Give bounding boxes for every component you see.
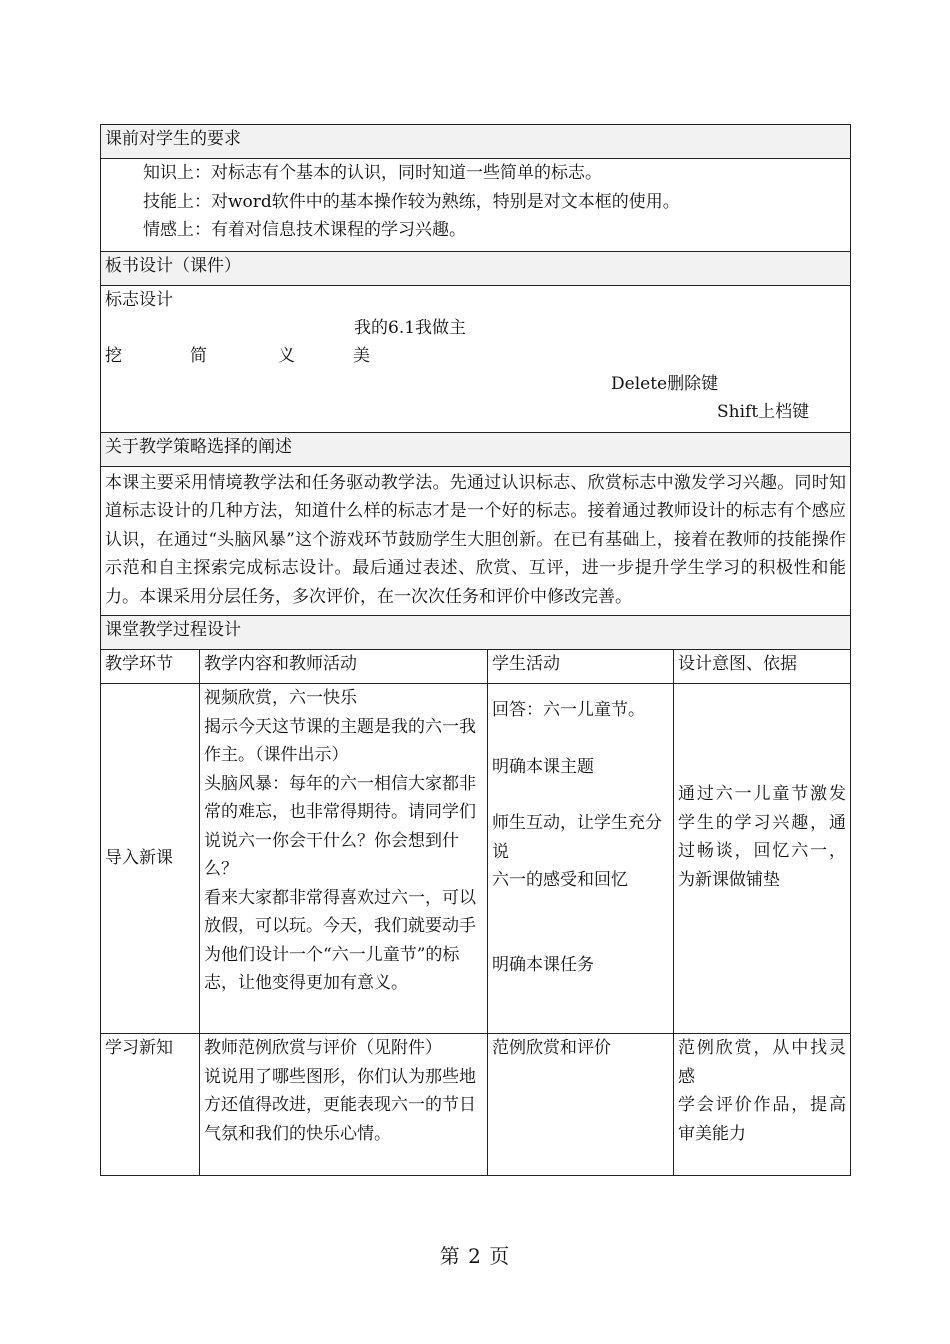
intent-cell: [674, 1034, 851, 1176]
teacher-line: 说说用了哪些图形，你们认为那些地方还值得改进，更能表现六一的节日气氛和我们的快乐心情。: [204, 1066, 476, 1144]
requirements-title: 课前对学生的要求: [101, 125, 851, 159]
teacher-line: 教师范例欣赏与评价（见附件）: [204, 1038, 442, 1058]
table-row: [101, 1034, 851, 1176]
teacher-line: 头脑风暴：每年的六一相信大家都非常的难忘，也非常得期待。请同学们说说六一你会干什么？你会想到什么？: [204, 773, 476, 879]
requirement-skill: 技能上：对word软件中的基本操作较为熟练，特别是对文本框的使用。: [143, 191, 680, 212]
spacer: [492, 895, 669, 923]
document-page: [100, 124, 850, 1176]
student-line: 明确本课任务: [492, 954, 594, 975]
board-word: 简: [190, 345, 207, 366]
board-title: 板书设计（课件）: [101, 251, 851, 285]
header-intent: 设计意图、依据: [674, 650, 851, 684]
teacher-line: 视频欣赏，六一快乐: [204, 688, 357, 708]
student-line: 师生互动，让学生充分说: [492, 813, 662, 862]
requirements-body: [101, 159, 851, 252]
requirement-emotion: 情感上：有着对信息技术课程的学习兴趣。: [143, 220, 466, 240]
student-line: 六一的感受和回忆: [492, 870, 628, 890]
teacher-activity-cell: [200, 1034, 488, 1176]
spacer: [492, 923, 669, 951]
requirement-knowledge: 知识上：对标志有个基本的认识，同时知道一些简单的标志。: [143, 163, 602, 183]
student-activity-cell: 范例欣赏和评价: [488, 1034, 674, 1176]
header-stage: 教学环节: [101, 650, 200, 684]
board-center-title: 我的6.1我做主: [354, 317, 467, 338]
student-activity-cell: [488, 684, 674, 1034]
teacher-activity-cell: [200, 684, 488, 1034]
strategy-text: 本课主要采用情境教学法和任务驱动教学法。先通过认识标志、欣赏标志中激发学习兴趣。同时知道标志设计的几种方法，知道什么样的标志才是一个好的标志。接着通过教师设计的标志有个感应认识，在通过“头脑风暴”这个游戏环节鼓励学生大胆创新。在已有基础上，接着在教师的技能操作示范和自主探索完成标志设计。最后通过表述、欣赏、互评，进一步提升学生学习的积极性和能力。本课采用分层任务，多次评价，在一次次任务和评价中修改完善。: [101, 466, 851, 616]
stage-cell: 学习新知: [101, 1034, 200, 1176]
student-line: 明确本课主题: [492, 756, 594, 777]
board-design: [101, 285, 851, 432]
board-word: 义: [278, 345, 295, 366]
strategy-title: 关于教学策略选择的阐述: [101, 432, 851, 466]
board-word: 挖: [105, 345, 122, 366]
intent-line: 范例欣赏，从中找灵感: [678, 1038, 846, 1087]
table-row: [101, 684, 851, 1034]
teacher-line: 揭示今天这节课的主题是我的六一我作主。（课件出示）: [204, 716, 476, 765]
board-key-shift: Shift上档键: [717, 401, 810, 422]
spacer: [492, 725, 669, 753]
teacher-line: 看来大家都非常得喜欢过六一，可以放假，可以玩。今天，我们就要动手为他们设计一个“六一儿童节”的标志，让他变得更加有意义。: [204, 887, 476, 993]
process-header-row: [101, 650, 851, 684]
header-teacher: 教学内容和教师活动: [200, 650, 488, 684]
intent-line: 学会评价作品，提高审美能力: [678, 1095, 846, 1144]
lesson-table: [100, 124, 851, 1176]
header-student: 学生活动: [488, 650, 674, 684]
spacer: [492, 781, 669, 809]
page-number: 第 2 页: [439, 1244, 511, 1268]
stage-cell: 导入新课: [101, 684, 200, 1034]
board-heading: 标志设计: [105, 289, 173, 310]
student-line: 回答：六一儿童节。: [492, 700, 645, 720]
intent-cell: 通过六一儿童节激发学生的学习兴趣，通过畅谈，回忆六一，为新课做铺垫: [674, 684, 851, 1034]
board-key-delete: Delete删除键: [611, 373, 719, 394]
board-word: 美: [353, 345, 370, 366]
process-title: 课堂教学过程设计: [101, 616, 851, 650]
